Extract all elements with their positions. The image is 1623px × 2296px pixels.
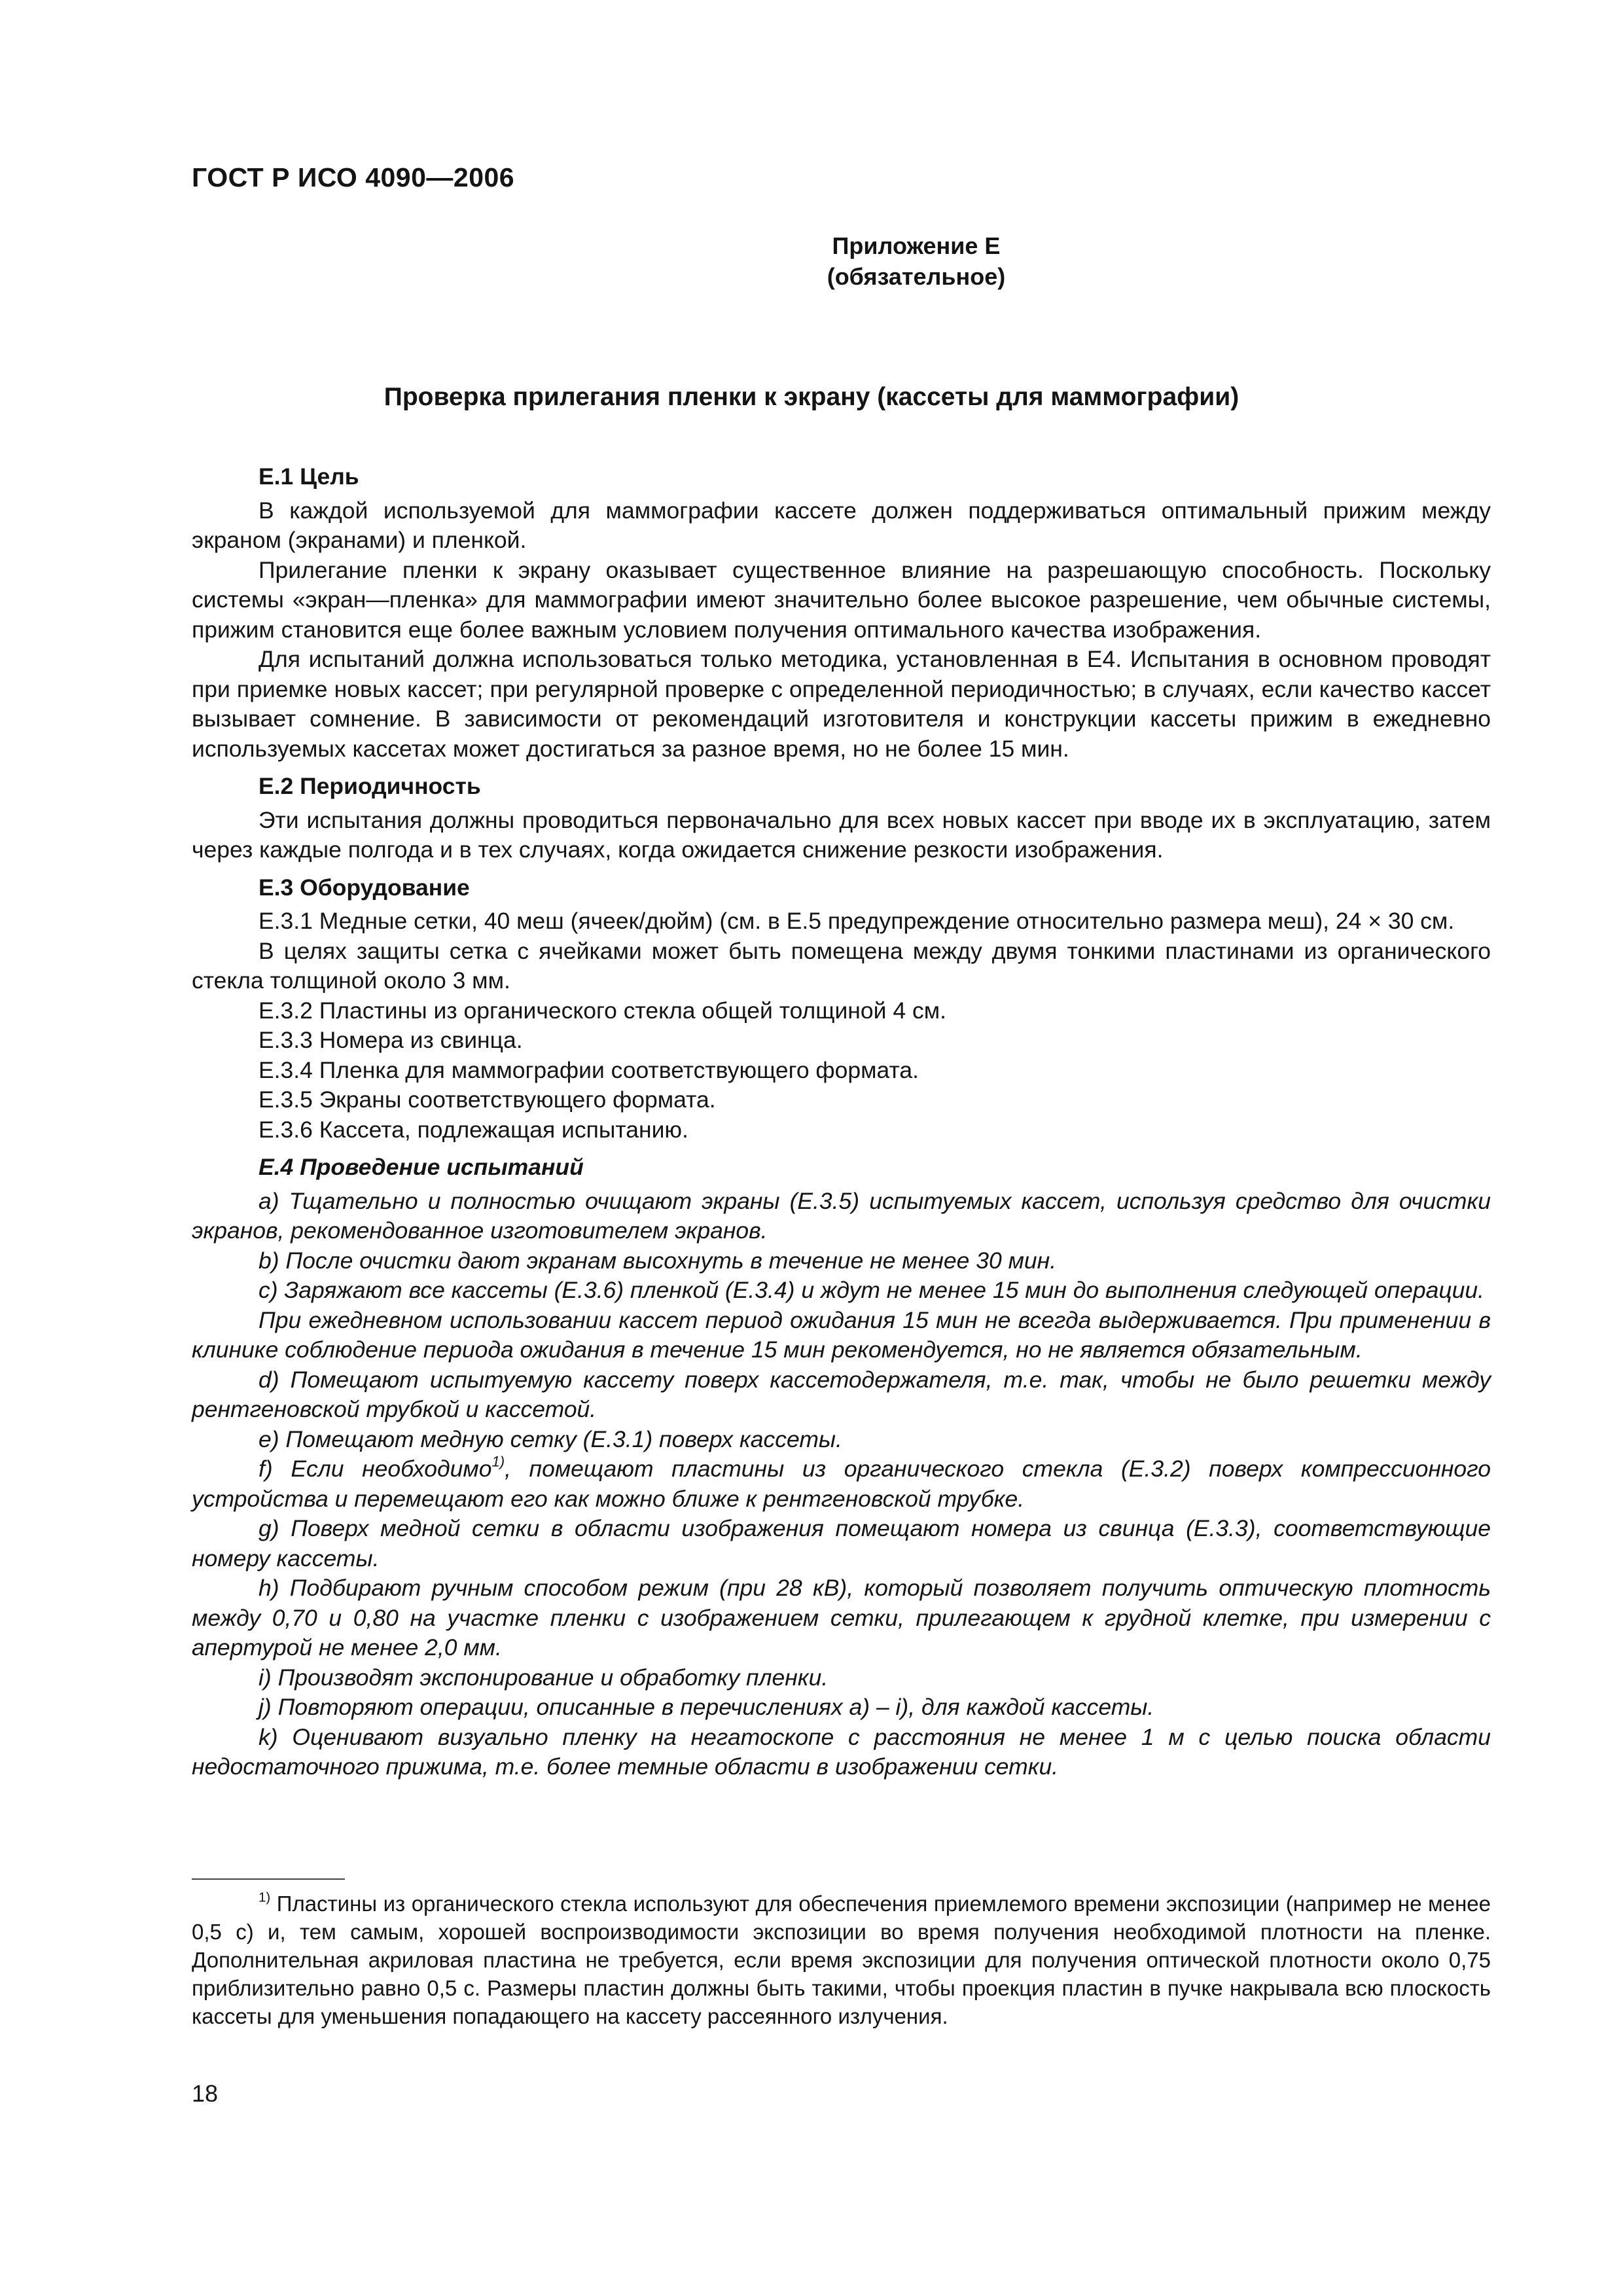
paragraph: Эти испытания должны проводиться первоначально для всех новых кассет при вводе их в эксплуатацию, затем через каждые полгода и в тех случаях, когда ожидается снижение резкости изображения.: [192, 806, 1491, 863]
footnote-divider: [192, 1878, 345, 1880]
appendix-label: [0, 230, 1623, 292]
procedure-step: i) Производят экспонирование и обработку пленки.: [259, 1664, 829, 1691]
paragraph: В каждой используемой для маммографии кассете должен поддерживаться оптимальный прижим между экраном (экранами) и пленкой.: [192, 497, 1491, 553]
paragraph: В целях защиты сетка с ячейками может быть помещена между двумя тонкими пластинами из органического стекла толщиной около 3 мм.: [192, 937, 1491, 994]
heading-e3: Е.3 Оборудование: [259, 874, 470, 901]
heading-e1: Е.1 Цель: [259, 463, 359, 490]
procedure-step: k) Оценивают визуально пленку на негатоскопе с расстояния не менее 1 м с целью поиска области недостаточного прижима, т.е. более темные области в изображении сетки.: [192, 1723, 1491, 1780]
heading-e2: Е.2 Периодичность: [259, 773, 481, 799]
equipment-item: Е.3.5 Экраны соответствующего формата.: [259, 1086, 716, 1113]
equipment-item: Е.3.4 Пленка для маммографии соответствующего формата.: [259, 1056, 919, 1083]
paragraph: Для испытаний должна использоваться только методика, установленная в Е4. Испытания в основном проводят при приемке новых кассет; при регулярной проверке с определенной периодичностью; в случаях, если качество кассет вызывает сомнение. В зависимости от рекомендаций изготовителя и конструкции кассеты прижим в ежедневно используемых кассетах может достигаться за разное время, но не более 15 мин.: [192, 646, 1491, 762]
procedure-step: а) Тщательно и полностью очищают экраны (Е.3.5) испытуемых кассет, используя средство для очистки экранов, рекомендованное изготовителем экранов.: [192, 1187, 1491, 1244]
paragraph: Прилегание пленки к экрану оказывает существенное влияние на разрешающую способность. Поскольку системы «экран—пленка» для маммографии имеют значительно более высокое разрешение, чем обычные системы, прижим становится еще более важным условием получения оптимального качества изображения.: [192, 556, 1491, 643]
procedure-step: j) Повторяют операции, описанные в перечислениях а) – i), для каждой кассеты.: [259, 1694, 1154, 1720]
equipment-item: Е.3.3 Номера из свинца.: [259, 1027, 523, 1053]
procedure-note: При ежедневном использовании кассет период ожидания 15 мин не всегда выдерживается. При применении в клинике соблюдение периода ожидания в течение 15 мин рекомендуется, но не является обязательным.: [192, 1306, 1491, 1363]
equipment-item: Е.3.6 Кассета, подлежащая испытанию.: [259, 1116, 688, 1143]
footnote-marker: 1): [259, 1890, 271, 1905]
document-body: [192, 462, 1491, 1782]
procedure-step: g) Поверх медной сетки в области изображения помещают номера из свинца (Е.3.3), соответствующие номеру кассеты.: [192, 1515, 1491, 1571]
procedure-step: [192, 1454, 1491, 1514]
step-text: f) Если необходимо: [259, 1456, 492, 1482]
step-text: , помещают пластины из органического стекла (Е.3.2) поверх компрессионного устройства и перемещают его как можно ближе к рентгеновской трубке.: [192, 1456, 1491, 1512]
section-title: Проверка прилегания пленки к экрану (кассеты для маммографии): [383, 383, 1240, 411]
appendix-type: (обязательное): [827, 263, 1006, 290]
document-header: ГОСТ Р ИСО 4090—2006: [192, 162, 515, 192]
procedure-step: b) После очистки дают экранам высохнуть в течение не менее 30 мин.: [259, 1247, 1057, 1274]
footnote-text: Пластины из органического стекла используют для обеспечения приемлемого времени экспозиции (например не менее 0,5 с) и, тем самым, хорошей воспроизводимости экспозиции во время получения необходимой плотности на пленке. Дополнительная акриловая пластина не требуется, если время экспозиции для получения оптической плотности около 0,75 приблизительно равно 0,5 с. Размеры пластин должны быть такими, чтобы проекция пластин в пучке накрывала всю плоскость кассеты для уменьшения попадающего на кассету рассеянного излучения.: [192, 1892, 1491, 2028]
heading-e4: Е.4 Проведение испытаний: [259, 1154, 584, 1180]
equipment-item: Е.3.2 Пластины из органического стекла общей толщиной 4 см.: [259, 997, 946, 1024]
procedure-step: h) Подбирают ручным способом режим (при 28 кВ), который позволяет получить оптическую плотность между 0,70 и 0,80 на участке пленки с изображением сетки, прилегающем к грудной клетке, при измерении с апертурой не менее 2,0 мм.: [192, 1575, 1491, 1660]
footnote-ref[interactable]: 1): [491, 1453, 505, 1470]
page-number: 18: [192, 2080, 219, 2107]
procedure-step: е) Помещают медную сетку (Е.3.1) поверх кассеты.: [259, 1426, 842, 1452]
procedure-step: d) Помещают испытуемую кассету поверх кассетодержателя, т.е. так, чтобы не было решетки между рентгеновской трубкой и кассетой.: [192, 1366, 1491, 1422]
procedure-step: с) Заряжают все кассеты (Е.3.6) пленкой (Е.3.4) и ждут не менее 15 мин до выполнения следующей операции.: [259, 1277, 1484, 1303]
equipment-item: Е.3.1 Медные сетки, 40 меш (ячеек/дюйм) (см. в Е.5 предупреждение относительно размера меш), 24 × 30 см.: [259, 908, 1455, 934]
footnote: [192, 1890, 1491, 2030]
appendix-title: Приложение Е: [832, 232, 1001, 259]
